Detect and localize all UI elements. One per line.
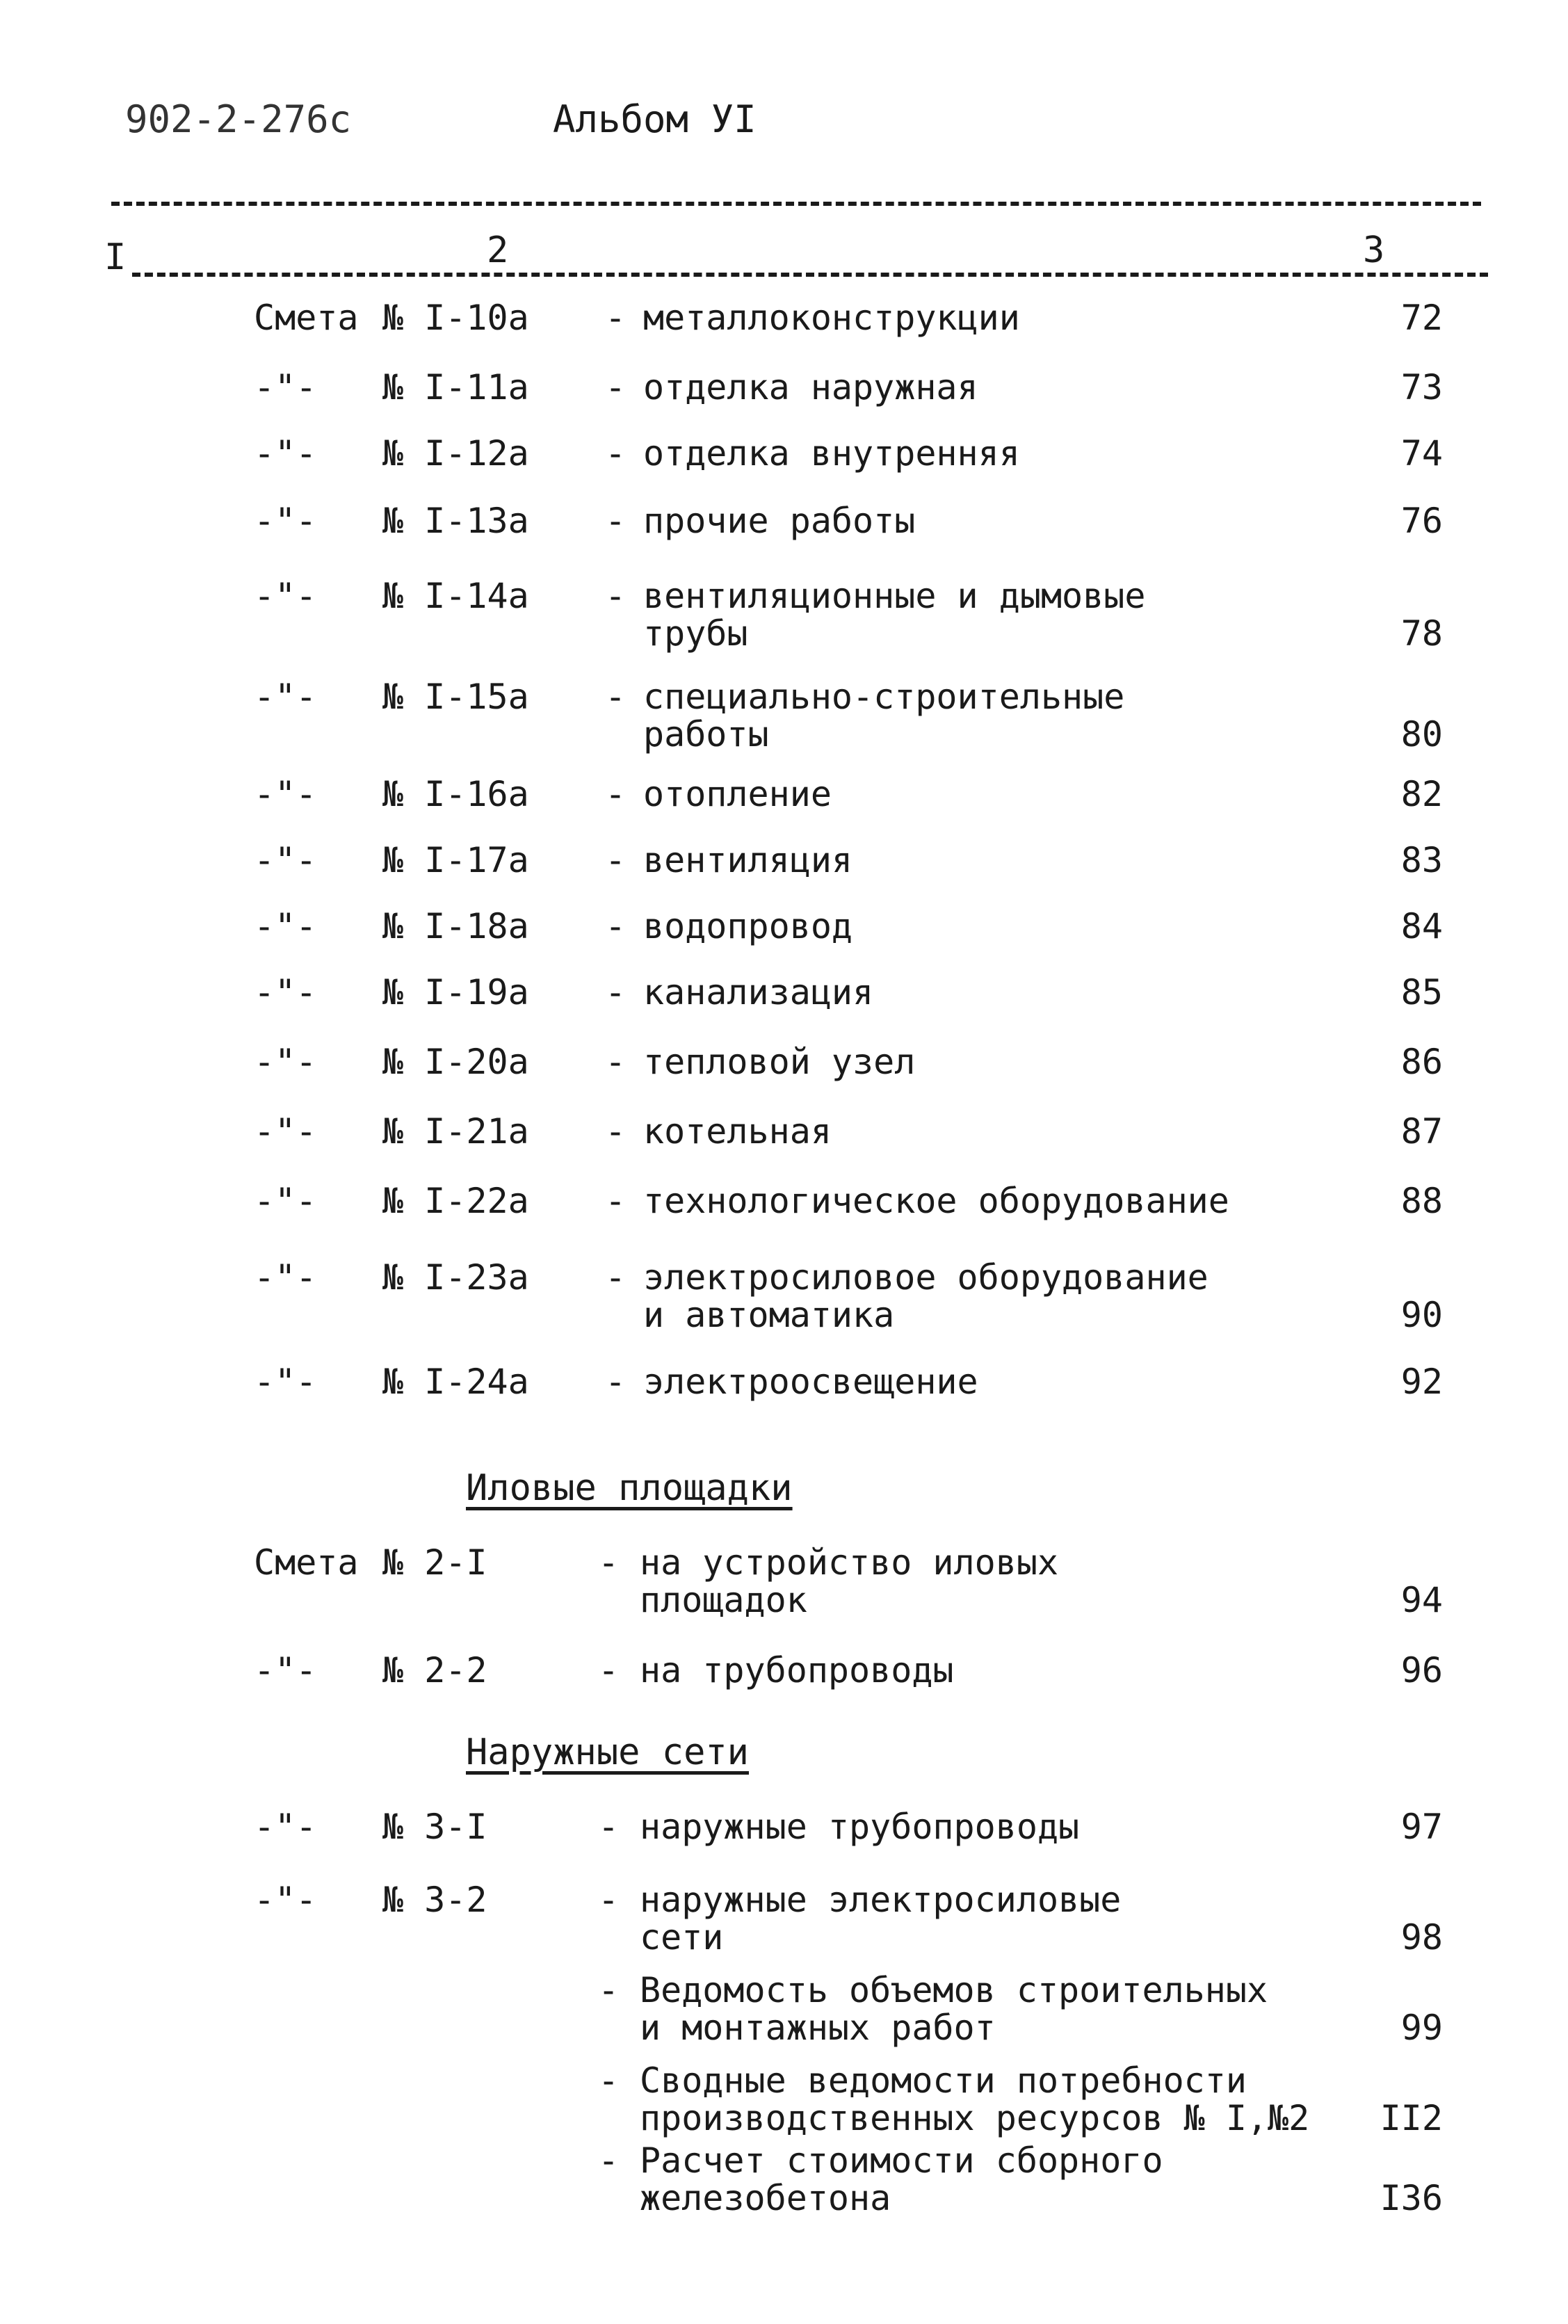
row-title: Ведомость объемов строительных и монтажных работ (640, 1970, 1268, 2048)
row-prefix: -"- (254, 433, 317, 474)
page-number: II2 (1380, 2098, 1443, 2138)
page-number: I36 (1380, 2178, 1443, 2218)
row-title: технологическое оборудование (643, 1181, 1229, 1221)
top-dash-rule (111, 202, 1481, 206)
row-prefix: -"- (254, 906, 317, 946)
estimate-number: № I-22а (382, 1181, 529, 1221)
row-dash: - (605, 774, 627, 814)
row-title: электроосвещение (643, 1362, 978, 1402)
page-number: 94 (1400, 1580, 1443, 1620)
row-prefix: -"- (254, 677, 317, 717)
row-title: прочие работы (643, 501, 916, 541)
row-prefix: -"- (254, 1042, 317, 1082)
page-number: 88 (1400, 1181, 1443, 1221)
row-dash: - (598, 1807, 620, 1847)
row-dash: - (605, 501, 627, 541)
page-number: 99 (1400, 2008, 1443, 2048)
estimate-number: № I-11а (382, 367, 529, 407)
page-number: 73 (1400, 367, 1443, 407)
row-prefix: -"- (254, 576, 317, 616)
row-title: наружные трубопроводы (640, 1807, 1080, 1847)
row-dash: - (605, 906, 627, 946)
row-title: специально-строительные работы (643, 677, 1125, 755)
row-prefix: -"- (254, 972, 317, 1012)
row-title: канализация (643, 972, 874, 1012)
estimate-number: № I-21а (382, 1111, 529, 1152)
album-title: Альбом УI (553, 97, 757, 141)
row-title: отделка наружная (643, 367, 978, 407)
page-number: 74 (1400, 433, 1443, 474)
page-number: 76 (1400, 501, 1443, 541)
estimate-number: № I-10а (382, 298, 529, 338)
row-prefix: Смета (254, 1542, 359, 1583)
estimate-number: № I-24а (382, 1362, 529, 1402)
row-dash: - (598, 1542, 620, 1583)
column-number-1: I (104, 236, 127, 278)
row-prefix: -"- (254, 1880, 317, 1920)
row-title: Расчет стоимости сборного железобетона (640, 2140, 1163, 2218)
page-number: 80 (1400, 714, 1443, 755)
estimate-number: № I-13а (382, 501, 529, 541)
row-title: Сводные ведомости потребности производственных ресурсов № I,№2 (640, 2060, 1310, 2138)
row-title: вентиляция (643, 840, 853, 880)
row-title: тепловой узел (643, 1042, 916, 1082)
estimate-number: № I-14а (382, 576, 529, 616)
page-number: 85 (1400, 972, 1443, 1012)
row-dash: - (605, 972, 627, 1012)
row-title: вентиляционные и дымовые трубы (643, 576, 1146, 654)
row-prefix: -"- (254, 1807, 317, 1847)
estimate-number: № I-15а (382, 677, 529, 717)
page-number: 87 (1400, 1111, 1443, 1152)
row-title: наружные электросиловые сети (640, 1880, 1122, 1958)
document-code: 902-2-276с (125, 97, 352, 141)
row-dash: - (598, 1970, 620, 2010)
row-prefix: -"- (254, 1111, 317, 1152)
estimate-number: № I-16а (382, 774, 529, 814)
row-title: на трубопроводы (640, 1650, 954, 1690)
estimate-number: № I-19а (382, 972, 529, 1012)
row-prefix: -"- (254, 840, 317, 880)
estimate-number: № 2-I (382, 1542, 487, 1583)
row-title: отопление (643, 774, 832, 814)
page-number: 82 (1400, 774, 1443, 814)
row-prefix: -"- (254, 367, 317, 407)
row-dash: - (605, 298, 627, 338)
estimate-number: № 3-I (382, 1807, 487, 1847)
row-prefix: Смета (254, 298, 359, 338)
page-number: 97 (1400, 1807, 1443, 1847)
row-dash: - (605, 677, 627, 717)
estimate-number: № 3-2 (382, 1880, 487, 1920)
estimate-number: № I-18а (382, 906, 529, 946)
row-dash: - (605, 1111, 627, 1152)
row-dash: - (605, 367, 627, 407)
page-number: 98 (1400, 1917, 1443, 1958)
section-heading-external-networks: Наружные сети (466, 1732, 749, 1773)
row-dash: - (598, 2060, 620, 2101)
row-title: отделка внутренняя (643, 433, 1020, 474)
estimate-number: № I-23а (382, 1257, 529, 1298)
column-numbers-row (104, 229, 1488, 285)
row-title: водопровод (643, 906, 853, 946)
row-dash: - (598, 2140, 620, 2181)
estimate-number: № I-12а (382, 433, 529, 474)
estimate-number: № I-17а (382, 840, 529, 880)
row-prefix: -"- (254, 1362, 317, 1402)
page-number: 92 (1400, 1362, 1443, 1402)
row-dash: - (605, 1257, 627, 1298)
row-dash: - (598, 1650, 620, 1690)
column-number-3: 3 (1356, 229, 1391, 271)
row-dash: - (605, 1362, 627, 1402)
page-number: 72 (1400, 298, 1443, 338)
row-dash: - (605, 1042, 627, 1082)
row-prefix: -"- (254, 501, 317, 541)
page-number: 86 (1400, 1042, 1443, 1082)
page-number: 78 (1400, 613, 1443, 654)
row-prefix: -"- (254, 1650, 317, 1690)
row-prefix: -"- (254, 1257, 317, 1298)
page-number: 90 (1400, 1295, 1443, 1335)
section-heading-sludge-beds: Иловые площадки (466, 1467, 793, 1509)
row-dash: - (605, 840, 627, 880)
row-dash: - (605, 1181, 627, 1221)
row-prefix: -"- (254, 1181, 317, 1221)
row-prefix: -"- (254, 774, 317, 814)
row-title: котельная (643, 1111, 832, 1152)
row-dash: - (605, 576, 627, 616)
row-dash: - (605, 433, 627, 474)
row-dash: - (598, 1880, 620, 1920)
page-number: 84 (1400, 906, 1443, 946)
row-title: металлоконструкции (643, 298, 1020, 338)
column-dash-rule (132, 273, 1488, 277)
row-title: электросиловое оборудование и автоматика (643, 1257, 1209, 1335)
page-number: 96 (1400, 1650, 1443, 1690)
estimate-number: № 2-2 (382, 1650, 487, 1690)
estimate-number: № I-20а (382, 1042, 529, 1082)
page-number: 83 (1400, 840, 1443, 880)
column-number-2: 2 (480, 229, 515, 271)
row-title: на устройство иловых площадок (640, 1542, 1059, 1620)
